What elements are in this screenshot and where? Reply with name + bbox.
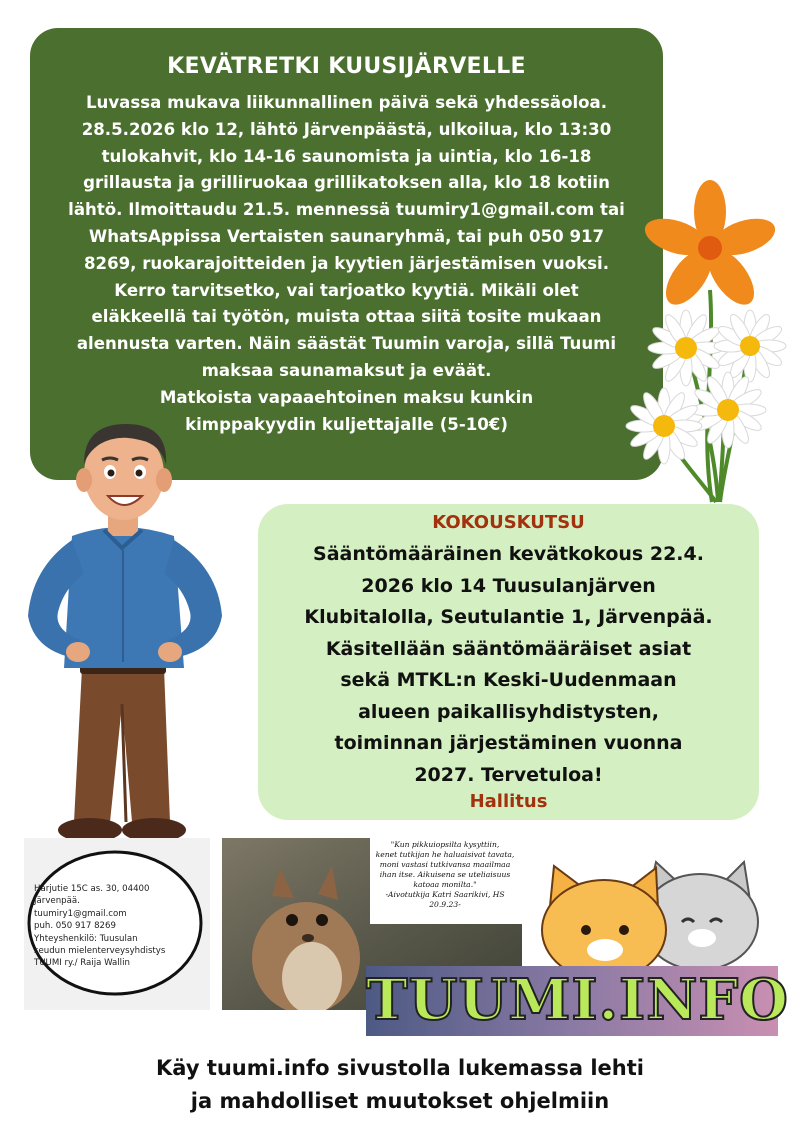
meeting-description	[262, 539, 755, 791]
footer-line: ja mahdolliset muutokset ohjelmiin	[190, 1089, 610, 1113]
footer-line: Käy tuumi.info sivustolla lukemassa lehti	[156, 1056, 644, 1080]
contact-info	[34, 883, 204, 970]
contact-line: Järvenpää.	[34, 896, 80, 907]
cartoon-man-illustration	[14, 418, 236, 846]
meeting-line: Sääntömääräinen kevätkokous 22.4.	[313, 543, 704, 565]
quote-line: moni vastasi tutkivansa maailmaa	[379, 860, 511, 869]
footer-note	[0, 1052, 800, 1118]
event-line: kimppakyydin kuljettajalle (5-10€)	[185, 414, 508, 434]
meeting-line: 2026 klo 14 Tuusulanjärven	[361, 574, 656, 597]
meeting-line: Klubitalolla, Seutulantie 1, Järvenpää.	[304, 606, 713, 628]
meeting-title: KOKOUSKUTSU	[432, 512, 585, 533]
contact-line: TUUMI ry./ Raija Wallin	[34, 958, 130, 969]
orange-kitten-icon	[542, 866, 666, 980]
event-line: 28.5.2026 klo 12, lähtö Järvenpäästä, ulkoilua, klo 13:30	[81, 119, 612, 139]
quote-line: ihan itse. Aikuisena se uteliaisuus	[379, 870, 511, 879]
event-line: maksaa saunamaksut ja eväät.	[201, 360, 492, 380]
meeting-line: sekä MTKL:n Keski-Uudenmaan	[340, 669, 677, 691]
meeting-signature: Hallitus	[469, 791, 548, 812]
meeting-line: Käsitellään sääntömääräiset asiat	[325, 637, 692, 660]
event-title: KEVÄTRETKI KUUSIJÄRVELLE	[167, 54, 526, 79]
event-line: WhatsAppissa Vertaisten saunaryhmä, tai puh 050 917	[88, 226, 605, 246]
event-line: alennusta varten. Näin säästät Tuumin varoja, sillä Tuumi	[76, 334, 617, 354]
quote-line: "Kun pikkuiopsilta kysyttiin,	[390, 840, 500, 849]
event-line: Kerro tarvitsetko, vai tarjoatko kyytiä. Mikäli olet	[114, 280, 579, 300]
event-line: Luvassa mukava liikunnallinen päivä sekä yhdessäoloa.	[85, 93, 608, 112]
event-line: lähtö. Ilmoittaudu 21.5. mennessä tuumiry1@gmail.com tai	[68, 200, 625, 220]
event-line: Matkoista vapaaehtoinen maksu kunkin	[159, 387, 534, 407]
event-line: tulokahvit, klo 14-16 saunomista ja uintia, klo 16-18	[101, 146, 592, 166]
quote-line: kenet tutkijan he haluaisivat tavata,	[375, 850, 515, 859]
event-line: 8269, ruokarajoitteiden ja kyytien järjestämisen vuoksi.	[83, 253, 610, 273]
daisy-icon	[714, 310, 786, 382]
event-description	[36, 90, 657, 438]
quote-line: katoaa monilta."	[413, 880, 477, 889]
quote-line: 20.9.23-	[429, 900, 461, 909]
meeting-line: toiminnan järjestäminen vuonna	[334, 732, 683, 754]
contact-phone: puh. 050 917 8269	[34, 921, 116, 932]
meeting-line: 2027. Tervetuloa!	[414, 763, 603, 786]
contact-email[interactable]: tuumiry1@gmail.com	[34, 908, 127, 919]
tuumi-info-link[interactable]: TUUMI.INFO	[366, 967, 789, 1033]
event-line: grillausta ja grilliruokaa grillikatoksen alla, klo 18 kotiin	[83, 173, 610, 193]
contact-line: Harjutie 15C as. 30, 04400	[34, 884, 150, 894]
contact-line: Yhteyshenkilö: Tuusulan	[34, 933, 138, 944]
contact-line: seudun mielenterveysyhdistys	[34, 946, 166, 957]
event-line: eläkkeellä tai työtön, muista ottaa siitä tosite mukaan	[91, 307, 602, 327]
researcher-quote	[371, 840, 519, 910]
meeting-line: alueen paikallisyhdistysten,	[358, 700, 659, 723]
daisy-icon	[626, 388, 702, 464]
flowers-illustration	[620, 180, 800, 510]
quote-line: -Aivotutkija Katri Saarikivi, HS	[385, 890, 505, 899]
daisy-icon	[690, 372, 766, 448]
